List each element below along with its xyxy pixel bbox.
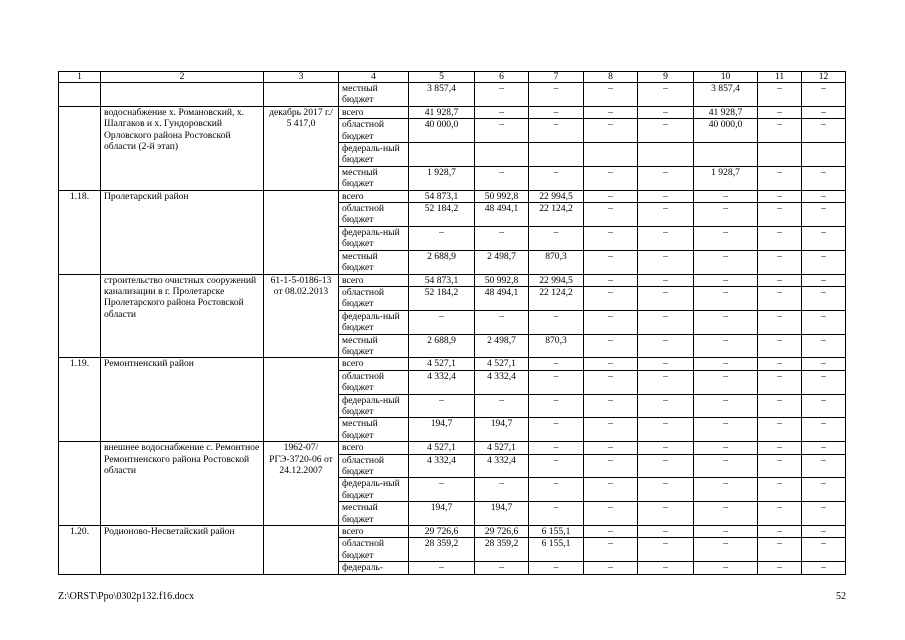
- amount-cell: 2 688,9: [409, 250, 475, 274]
- amount-cell: 3 857,4: [409, 83, 475, 107]
- amount-cell: –: [758, 562, 802, 574]
- amount-cell: –: [584, 274, 638, 286]
- amount-cell: 870,3: [529, 334, 584, 358]
- amount-cell: –: [529, 310, 584, 334]
- amount-cell: 50 992,8: [475, 274, 529, 286]
- amount-cell: –: [694, 286, 758, 310]
- column-number-header: 10: [694, 72, 758, 83]
- amount-cell: 1 928,7: [694, 166, 758, 190]
- amount-cell: –: [475, 478, 529, 502]
- column-number-header: 6: [475, 72, 529, 83]
- amount-cell: –: [638, 190, 694, 202]
- amount-cell: –: [638, 286, 694, 310]
- amount-cell: 4 527,1: [409, 442, 475, 454]
- amount-cell: –: [529, 502, 584, 526]
- amount-cell: 52 184,2: [409, 203, 475, 227]
- amount-cell: –: [638, 358, 694, 370]
- amount-cell: –: [694, 250, 758, 274]
- funding-source: местный бюджет: [339, 166, 409, 190]
- header-row: [59, 72, 846, 83]
- amount-cell: [529, 143, 584, 167]
- amount-cell: 1 928,7: [409, 166, 475, 190]
- amount-cell: –: [638, 526, 694, 538]
- amount-cell: –: [584, 334, 638, 358]
- amount-cell: –: [758, 106, 802, 118]
- amount-cell: [758, 143, 802, 167]
- column-number-header: 9: [638, 72, 694, 83]
- amount-cell: 2 688,9: [409, 334, 475, 358]
- amount-cell: –: [802, 358, 846, 370]
- amount-cell: –: [758, 502, 802, 526]
- amount-cell: 6 155,1: [529, 526, 584, 538]
- item-number: [59, 442, 101, 526]
- budget-table: [58, 71, 846, 575]
- amount-cell: –: [584, 119, 638, 143]
- amount-cell: [475, 143, 529, 167]
- funding-source: областной бюджет: [339, 454, 409, 478]
- amount-cell: –: [758, 526, 802, 538]
- item-document: [264, 83, 339, 107]
- item-name: строительство очистных сооружений канализации в г. Пролетарске Пролетарского района Ростовской области: [101, 274, 264, 358]
- amount-cell: –: [409, 562, 475, 574]
- amount-cell: –: [409, 478, 475, 502]
- amount-cell: –: [638, 274, 694, 286]
- item-name: Пролетарский район: [101, 190, 264, 274]
- amount-cell: –: [475, 119, 529, 143]
- funding-source: всего: [339, 358, 409, 370]
- amount-cell: –: [758, 274, 802, 286]
- amount-cell: –: [758, 310, 802, 334]
- funding-source: федераль-ный бюджет: [339, 394, 409, 418]
- amount-cell: –: [802, 502, 846, 526]
- funding-source: всего: [339, 106, 409, 118]
- column-number-header: 1: [59, 72, 101, 83]
- amount-cell: –: [758, 119, 802, 143]
- funding-source: областной бюджет: [339, 286, 409, 310]
- amount-cell: 54 873,1: [409, 190, 475, 202]
- amount-cell: –: [529, 478, 584, 502]
- amount-cell: 194,7: [409, 418, 475, 442]
- amount-cell: –: [802, 442, 846, 454]
- amount-cell: 52 184,2: [409, 286, 475, 310]
- funding-source: местный бюджет: [339, 502, 409, 526]
- item-document: [264, 526, 339, 575]
- amount-cell: –: [802, 119, 846, 143]
- item-document: 61-1-5-0186-13 от 08.02.2013: [264, 274, 339, 358]
- amount-cell: –: [584, 526, 638, 538]
- amount-cell: 29 726,6: [409, 526, 475, 538]
- amount-cell: –: [584, 83, 638, 107]
- table-row: [59, 442, 846, 454]
- amount-cell: –: [758, 166, 802, 190]
- amount-cell: –: [638, 454, 694, 478]
- amount-cell: –: [638, 83, 694, 107]
- funding-source: всего: [339, 190, 409, 202]
- amount-cell: –: [638, 502, 694, 526]
- amount-cell: –: [475, 310, 529, 334]
- amount-cell: –: [758, 203, 802, 227]
- amount-cell: –: [584, 358, 638, 370]
- amount-cell: –: [584, 106, 638, 118]
- amount-cell: –: [638, 226, 694, 250]
- amount-cell: 54 873,1: [409, 274, 475, 286]
- amount-cell: –: [758, 418, 802, 442]
- amount-cell: 40 000,0: [409, 119, 475, 143]
- item-number: 1.20.: [59, 526, 101, 575]
- column-number-header: 8: [584, 72, 638, 83]
- amount-cell: –: [409, 310, 475, 334]
- amount-cell: 29 726,6: [475, 526, 529, 538]
- funding-source: областной бюджет: [339, 203, 409, 227]
- amount-cell: –: [638, 442, 694, 454]
- amount-cell: 40 000,0: [694, 119, 758, 143]
- amount-cell: –: [758, 442, 802, 454]
- amount-cell: 22 124,2: [529, 203, 584, 227]
- amount-cell: –: [758, 394, 802, 418]
- amount-cell: –: [694, 538, 758, 562]
- amount-cell: –: [694, 274, 758, 286]
- amount-cell: –: [638, 250, 694, 274]
- amount-cell: –: [694, 370, 758, 394]
- column-number-header: 3: [264, 72, 339, 83]
- amount-cell: 194,7: [409, 502, 475, 526]
- amount-cell: –: [584, 166, 638, 190]
- amount-cell: 4 332,4: [409, 370, 475, 394]
- amount-cell: –: [529, 370, 584, 394]
- table-row: [59, 83, 846, 107]
- amount-cell: 28 359,2: [409, 538, 475, 562]
- amount-cell: –: [802, 166, 846, 190]
- amount-cell: –: [584, 310, 638, 334]
- amount-cell: 4 332,4: [475, 370, 529, 394]
- table-row: [59, 358, 846, 370]
- item-number: [59, 106, 101, 190]
- amount-cell: –: [475, 562, 529, 574]
- amount-cell: –: [638, 203, 694, 227]
- amount-cell: 4 332,4: [409, 454, 475, 478]
- amount-cell: –: [584, 454, 638, 478]
- amount-cell: –: [584, 562, 638, 574]
- amount-cell: –: [802, 334, 846, 358]
- amount-cell: 41 928,7: [409, 106, 475, 118]
- amount-cell: –: [694, 394, 758, 418]
- amount-cell: –: [758, 478, 802, 502]
- amount-cell: –: [694, 502, 758, 526]
- amount-cell: –: [638, 562, 694, 574]
- amount-cell: –: [638, 370, 694, 394]
- amount-cell: –: [694, 190, 758, 202]
- amount-cell: –: [409, 226, 475, 250]
- amount-cell: –: [802, 370, 846, 394]
- amount-cell: 194,7: [475, 418, 529, 442]
- amount-cell: –: [694, 310, 758, 334]
- amount-cell: [694, 143, 758, 167]
- column-number-header: 12: [802, 72, 846, 83]
- amount-cell: –: [584, 190, 638, 202]
- amount-cell: –: [802, 250, 846, 274]
- amount-cell: –: [802, 478, 846, 502]
- amount-cell: –: [638, 106, 694, 118]
- funding-source: федераль-: [339, 562, 409, 574]
- funding-source: местный бюджет: [339, 418, 409, 442]
- amount-cell: –: [638, 334, 694, 358]
- amount-cell: 4 332,4: [475, 454, 529, 478]
- amount-cell: 3 857,4: [694, 83, 758, 107]
- item-name: [101, 83, 264, 107]
- amount-cell: –: [529, 106, 584, 118]
- amount-cell: –: [758, 538, 802, 562]
- funding-source: областной бюджет: [339, 119, 409, 143]
- amount-cell: –: [694, 454, 758, 478]
- file-path: Z:\ORST\Ppo\0302p132.f16.docx: [58, 591, 195, 602]
- amount-cell: –: [802, 190, 846, 202]
- amount-cell: –: [584, 250, 638, 274]
- item-document: [264, 358, 339, 442]
- amount-cell: 22 994,5: [529, 274, 584, 286]
- amount-cell: –: [475, 83, 529, 107]
- table-row: [59, 526, 846, 538]
- amount-cell: [638, 143, 694, 167]
- amount-cell: –: [475, 394, 529, 418]
- item-name: Ремонтненский район: [101, 358, 264, 442]
- amount-cell: –: [802, 454, 846, 478]
- amount-cell: –: [694, 418, 758, 442]
- item-document: [264, 190, 339, 274]
- amount-cell: –: [584, 203, 638, 227]
- column-number-header: 11: [758, 72, 802, 83]
- item-number: [59, 274, 101, 358]
- amount-cell: –: [802, 226, 846, 250]
- column-number-header: 7: [529, 72, 584, 83]
- amount-cell: –: [584, 442, 638, 454]
- amount-cell: –: [638, 538, 694, 562]
- amount-cell: 50 992,8: [475, 190, 529, 202]
- amount-cell: –: [475, 226, 529, 250]
- amount-cell: [584, 143, 638, 167]
- amount-cell: –: [802, 418, 846, 442]
- amount-cell: 22 124,2: [529, 286, 584, 310]
- item-name: водоснабжение х. Романовский, х. Шалгаков и х. Гундоровский Орловского района Ростовской области (2-й этап): [101, 106, 264, 190]
- amount-cell: 22 994,5: [529, 190, 584, 202]
- funding-source: местный бюджет: [339, 250, 409, 274]
- amount-cell: 48 494,1: [475, 203, 529, 227]
- amount-cell: –: [584, 286, 638, 310]
- amount-cell: 194,7: [475, 502, 529, 526]
- amount-cell: –: [758, 250, 802, 274]
- amount-cell: –: [638, 119, 694, 143]
- amount-cell: –: [529, 358, 584, 370]
- amount-cell: –: [638, 166, 694, 190]
- amount-cell: 4 527,1: [409, 358, 475, 370]
- amount-cell: –: [529, 562, 584, 574]
- amount-cell: –: [758, 454, 802, 478]
- amount-cell: –: [584, 538, 638, 562]
- amount-cell: –: [802, 83, 846, 107]
- table-row: [59, 190, 846, 202]
- amount-cell: [802, 143, 846, 167]
- amount-cell: –: [802, 286, 846, 310]
- amount-cell: –: [529, 83, 584, 107]
- amount-cell: 870,3: [529, 250, 584, 274]
- amount-cell: –: [802, 106, 846, 118]
- amount-cell: –: [694, 203, 758, 227]
- item-number: 1.18.: [59, 190, 101, 274]
- amount-cell: –: [802, 310, 846, 334]
- item-document: декабрь 2017 г./ 5 417,0: [264, 106, 339, 190]
- amount-cell: 6 155,1: [529, 538, 584, 562]
- amount-cell: –: [584, 370, 638, 394]
- column-number-header: 4: [339, 72, 409, 83]
- amount-cell: –: [529, 418, 584, 442]
- amount-cell: 2 498,7: [475, 250, 529, 274]
- amount-cell: [409, 143, 475, 167]
- amount-cell: –: [802, 394, 846, 418]
- amount-cell: –: [694, 478, 758, 502]
- amount-cell: –: [802, 526, 846, 538]
- funding-source: федераль-ный бюджет: [339, 310, 409, 334]
- item-number: [59, 83, 101, 107]
- item-document: 1962-07/РГЭ-3720-06 от 24.12.2007: [264, 442, 339, 526]
- amount-cell: –: [638, 394, 694, 418]
- funding-source: областной бюджет: [339, 538, 409, 562]
- funding-source: федераль-ный бюджет: [339, 226, 409, 250]
- funding-source: всего: [339, 526, 409, 538]
- amount-cell: –: [638, 418, 694, 442]
- amount-cell: –: [638, 310, 694, 334]
- amount-cell: –: [694, 334, 758, 358]
- amount-cell: –: [694, 226, 758, 250]
- amount-cell: –: [529, 226, 584, 250]
- amount-cell: 48 494,1: [475, 286, 529, 310]
- amount-cell: –: [584, 478, 638, 502]
- funding-source: областной бюджет: [339, 370, 409, 394]
- table-body: [59, 72, 846, 575]
- amount-cell: –: [584, 418, 638, 442]
- table-row: [59, 106, 846, 118]
- funding-source: федераль-ный бюджет: [339, 478, 409, 502]
- amount-cell: –: [758, 358, 802, 370]
- amount-cell: –: [638, 478, 694, 502]
- amount-cell: 4 527,1: [475, 442, 529, 454]
- amount-cell: –: [584, 394, 638, 418]
- amount-cell: 2 498,7: [475, 334, 529, 358]
- table-row: [59, 274, 846, 286]
- amount-cell: –: [802, 274, 846, 286]
- amount-cell: –: [475, 106, 529, 118]
- amount-cell: –: [758, 286, 802, 310]
- amount-cell: –: [758, 226, 802, 250]
- amount-cell: –: [694, 442, 758, 454]
- amount-cell: –: [584, 502, 638, 526]
- amount-cell: –: [758, 334, 802, 358]
- amount-cell: –: [584, 226, 638, 250]
- amount-cell: –: [529, 166, 584, 190]
- amount-cell: –: [694, 562, 758, 574]
- amount-cell: –: [802, 203, 846, 227]
- amount-cell: –: [529, 442, 584, 454]
- amount-cell: –: [475, 166, 529, 190]
- item-name: Родионово-Несветайский район: [101, 526, 264, 575]
- amount-cell: –: [802, 562, 846, 574]
- item-number: 1.19.: [59, 358, 101, 442]
- amount-cell: –: [409, 394, 475, 418]
- amount-cell: –: [758, 190, 802, 202]
- amount-cell: 41 928,7: [694, 106, 758, 118]
- column-number-header: 5: [409, 72, 475, 83]
- funding-source: всего: [339, 442, 409, 454]
- amount-cell: –: [758, 370, 802, 394]
- amount-cell: –: [694, 358, 758, 370]
- amount-cell: –: [802, 538, 846, 562]
- column-number-header: 2: [101, 72, 264, 83]
- amount-cell: –: [529, 454, 584, 478]
- funding-source: всего: [339, 274, 409, 286]
- amount-cell: 28 359,2: [475, 538, 529, 562]
- amount-cell: –: [529, 119, 584, 143]
- amount-cell: –: [758, 83, 802, 107]
- amount-cell: –: [694, 526, 758, 538]
- page-number: 52: [836, 591, 846, 602]
- funding-source: местный бюджет: [339, 334, 409, 358]
- funding-source: местный бюджет: [339, 83, 409, 107]
- amount-cell: 4 527,1: [475, 358, 529, 370]
- item-name: внешнее водоснабжение с. Ремонтное Ремонтненского района Ростовской области: [101, 442, 264, 526]
- funding-source: федераль-ный бюджет: [339, 143, 409, 167]
- amount-cell: –: [529, 394, 584, 418]
